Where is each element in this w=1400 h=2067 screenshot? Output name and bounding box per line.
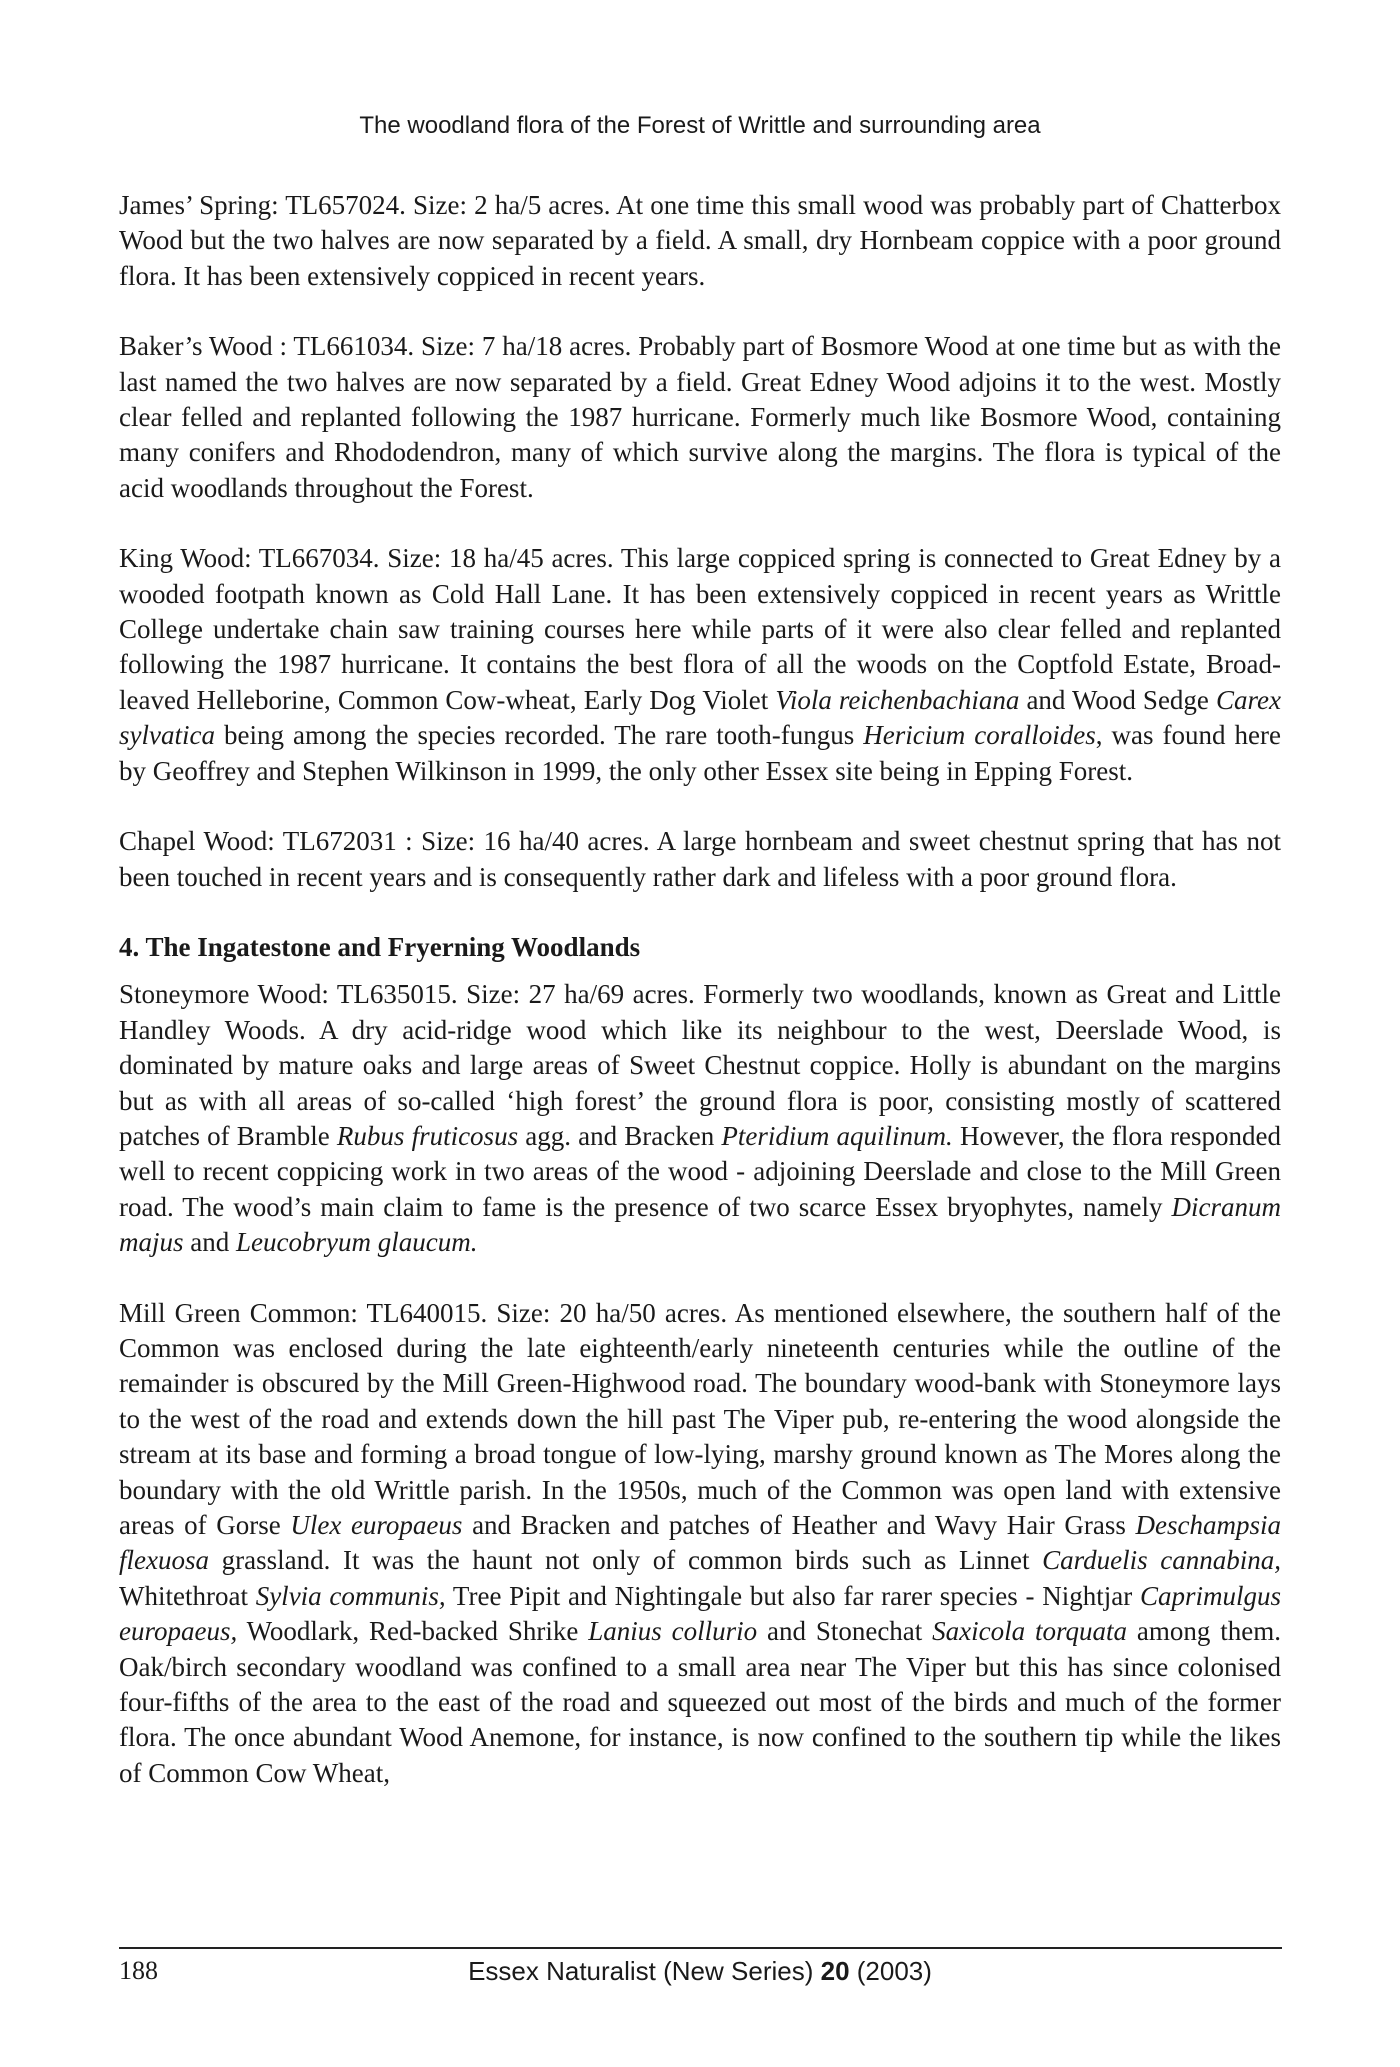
species-name: Viola reichenbachiana <box>775 684 1020 715</box>
footer-rule <box>119 1947 1282 1949</box>
species-name: Ulex europaeus <box>290 1510 463 1540</box>
section-heading: 4. The Ingatestone and Fryerning Woodlands <box>119 931 641 962</box>
species-name: Caprimulgus europaeus, <box>119 1580 1281 1647</box>
text-run: being among the species recorded. The rare tooth-fungus <box>214 720 864 751</box>
paragraph-bakers-wood: Baker’s Wood : TL661034. Size: 7 ha/18 acres. Probably part of Bosmore Wood at one time but as with the last named the two halves are now separated by a field. Great Edney Wood adjoins it to the west. Mostly clear felled and replanted following the 1987 hurricane. Formerly much like Bosmore Wood, containing many conifers and Rhododendron, many of which survive along the margins. The flora is typical of the acid woodlands throughout the Forest. <box>119 331 1281 503</box>
paragraph-james-spring: James’ Spring: TL657024. Size: 2 ha/5 acres. At one time this small wood was probably part of Chatterbox Wood but the two halves are now separated by a field. A small, dry Hornbeam coppice with a poor ground flora. It has been extensively coppiced in recent years. <box>119 190 1281 291</box>
species-name: Leucobryum glaucum. <box>236 1227 478 1258</box>
species-name: Pteridium aquilinum. <box>721 1120 953 1151</box>
species-name: Carduelis cannabina, <box>1042 1545 1281 1576</box>
text-run: grassland. It was the haunt not only of common birds such as Linnet <box>208 1545 1043 1576</box>
species-name: Hericium coralloides <box>863 720 1096 751</box>
text-run: and Bracken and patches of Heather and Wavy Hair Grass <box>462 1510 1136 1540</box>
paragraph-king-wood <box>119 541 1281 789</box>
text-run: and Stonechat <box>757 1616 933 1647</box>
paragraph-chapel-wood: Chapel Wood: TL672031 : Size: 16 ha/40 acres. A large hornbeam and sweet chestnut spring that has not been touched in recent years and is consequently rather dark and lifeless with a poor ground flora. <box>119 826 1281 892</box>
text-run: Woodlark, Red-backed Shrike <box>237 1616 589 1647</box>
species-name: Lanius collurio <box>588 1616 758 1647</box>
paragraph-mill-green-common <box>119 1296 1281 1792</box>
species-name: Saxicola torquata <box>932 1616 1128 1647</box>
journal-year: (2003) <box>849 1956 932 1986</box>
journal-volume: 20 <box>820 1956 850 1986</box>
text-run: Stoneymore Wood: TL635015. Size: 27 ha/69 acres. Formerly two woodlands, known as Great and Little Handley Woods. A dry acid-ridge wood which like its neighbour to the west, Deerslade Wood, is dominated by mature oaks and large areas of Sweet Chestnut coppice. Holly is abundant on the margins but as with all areas of so-called ‘high forest’ the ground flora is poor, consisting mostly of scattered patches of Bramble <box>119 979 1281 1151</box>
text-run: and <box>183 1227 236 1258</box>
text-run: among them. Oak/birch secondary woodland was confined to a small area near The Viper but this has since colonised four-fifths of the area to the east of the road and squeezed out most of the birds and much of the former flora. The once abundant Wood Anemone, for instance, is now confined to the southern tip while the likes of Common Cow Wheat, <box>119 1616 1281 1788</box>
body-text <box>119 188 1281 1805</box>
paragraph-stoneymore-wood <box>119 977 1281 1260</box>
page-number: 188 <box>119 1956 158 1985</box>
species-name: Sylvia communis, <box>255 1580 446 1611</box>
species-name: Deschampsia flexuosa <box>119 1510 1281 1576</box>
journal-citation <box>0 1956 1400 1987</box>
text-run: and Wood Sedge <box>1019 684 1217 715</box>
text-run: Mill Green Common: TL640015. Size: 20 ha/50 acres. As mentioned elsewhere, the southern half of the Common was enclosed during the late eighteenth/early nineteenth centuries while the outline of the remainder is obscured by the Mill Green-Highwood road. The boundary wood-bank with Stoneymore lays to the west of the road and extends down the hill past The Viper pub, re-entering the wood alongside the stream at its base and forming a broad tongue of low-lying, marshy ground known as The Mores along the boundary with the old Writtle parish. In the 1950s, much of the Common was open land with extensive areas of Gorse <box>119 1297 1281 1540</box>
text-run: , was found here by Geoffrey and Stephen Wilkinson in 1999, the only other Essex site being in Epping Forest. <box>119 720 1281 786</box>
species-name: Carex sylvatica <box>119 684 1281 751</box>
text-run: However, the flora responded well to recent coppicing work in two areas of the wood - adjoining Deerslade and close to the Mill Green road. The wood’s main claim to fame is the presence of two scarce Essex bryophytes, namely <box>119 1120 1281 1222</box>
text-run: Whitethroat <box>119 1580 256 1611</box>
text-run: King Wood: TL667034. Size: 18 ha/45 acres. This large coppiced spring is connected to Great Edney by a wooded footpath known as Cold Hall Lane. It has been extensively coppiced in recent years as Writtle College undertake chain saw training courses here while parts of it were also clear felled and replanted following the 1987 hurricane. It contains the best flora of all the woods on the Coptfold Estate, Broad-leaved Helleborine, Common Cow-wheat, Early Dog Violet <box>119 543 1281 715</box>
text-run: agg. and Bracken <box>518 1120 722 1151</box>
species-name: Dicranum majus <box>119 1191 1281 1258</box>
text-run: Tree Pipit and Nightingale but also far rarer species - Nightjar <box>445 1580 1140 1611</box>
running-header: The woodland flora of the Forest of Writtle and surrounding area <box>359 112 1041 139</box>
journal-title: Essex Naturalist (New Series) <box>468 1956 821 1986</box>
species-name: Rubus fruticosus <box>336 1120 519 1151</box>
